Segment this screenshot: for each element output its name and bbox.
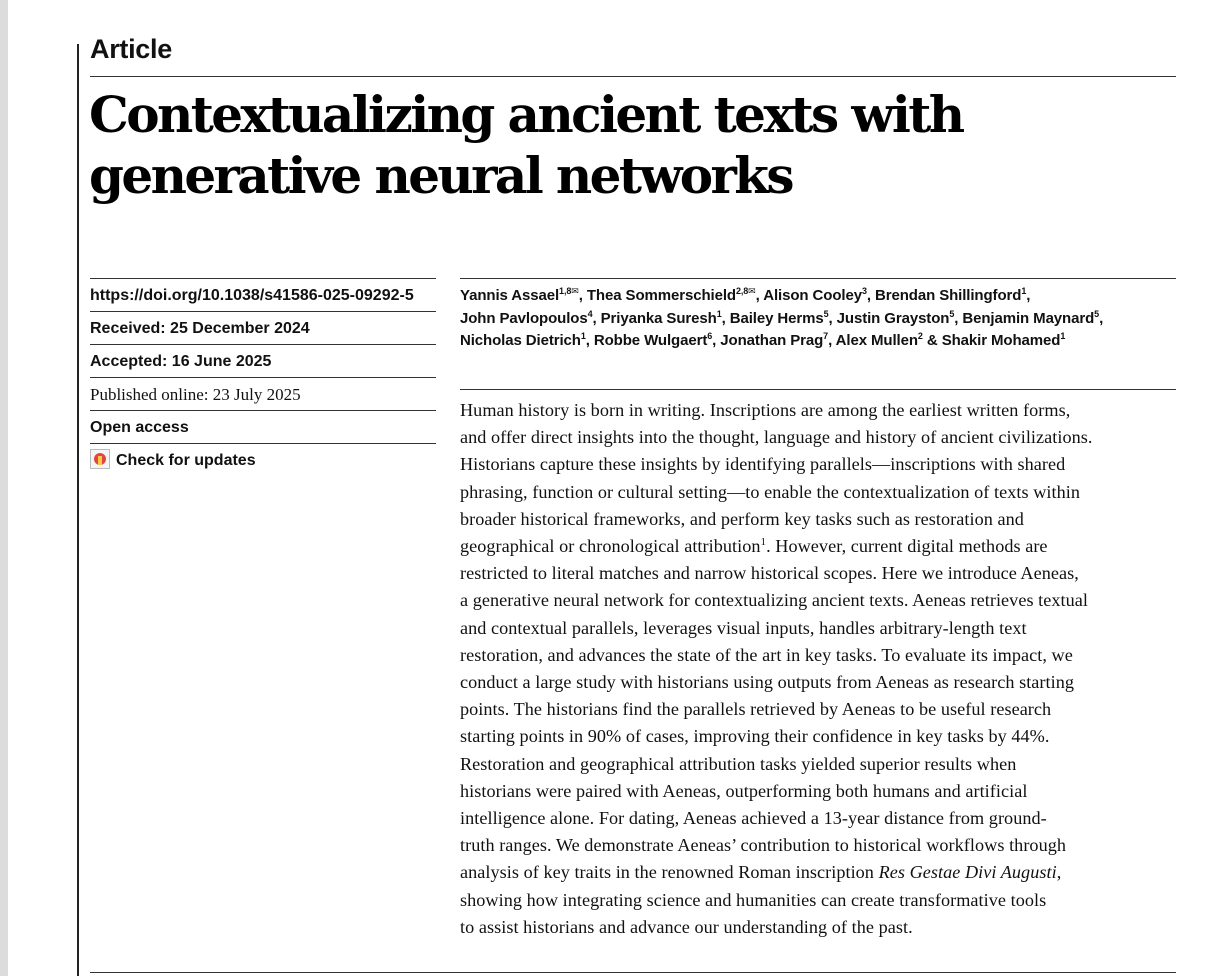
author-entry[interactable] [875, 287, 1026, 304]
author-separator: , [592, 309, 601, 327]
author-affiliation: 7 [823, 331, 829, 341]
author-affiliation: 4 [587, 308, 593, 319]
article-type-label: Article [90, 34, 172, 64]
abstract-line: starting points in 90% of cases, improving their confidence in key tasks by 44%. [460, 726, 1050, 747]
author-affiliation: 2,8 [735, 286, 749, 296]
abstract-line: a generative neural network for contextualizing ancient texts. Aeneas retrieves textual [460, 590, 1089, 611]
author-name: Justin Grayston [836, 309, 950, 327]
author-affiliation: 1,8 [559, 286, 572, 296]
doi-link[interactable]: https://doi.org/10.1038/s41586-025-09292-5 [90, 278, 436, 311]
abstract-line: and offer direct insights into the thought, language and history of ancient civilizations. [460, 427, 1093, 448]
abstract-line: phrasing, function or cultural setting—to enable the contextualization of texts within [460, 481, 1080, 502]
accepted-date: Accepted: 16 June 2025 [90, 344, 436, 377]
author-entry[interactable] [730, 310, 829, 327]
abstract-line [460, 859, 1182, 886]
author-separator: , [828, 332, 836, 349]
abstract-line: points. The historians find the parallels retrieved by Aeneas to be useful research [460, 699, 1052, 720]
author-name: Priyanka Suresh [600, 309, 717, 327]
abstract-line: intelligence alone. For dating, Aeneas achieved a 13-year distance from ground- [460, 808, 1047, 829]
author-affiliation: 6 [707, 331, 713, 341]
author-separator: , [721, 309, 730, 327]
check-for-updates-link[interactable] [90, 443, 436, 476]
published-date: Published online: 23 July 2025 [90, 377, 436, 410]
abstract-line: restoration, and advances the state of the art in key tasks. To evaluate its impact, we [460, 644, 1073, 665]
abstract-line: historians were paired with Aeneas, outperforming both humans and artificial [460, 780, 1028, 801]
author-entry[interactable] [720, 332, 828, 349]
author-name: Jonathan Prag [720, 332, 824, 349]
window-left-gutter [0, 0, 8, 976]
author-separator: , [954, 309, 963, 327]
author-entry[interactable] [836, 332, 923, 349]
author-entry[interactable] [763, 287, 867, 304]
author-affiliation: 1 [1021, 286, 1027, 296]
author-affiliation: 5 [1094, 308, 1100, 319]
title-line-1: Contextualizing ancient texts with [89, 85, 963, 144]
crossmark-update-icon [90, 449, 110, 469]
email-icon[interactable]: ✉ [748, 286, 756, 296]
abstract-text: . However, current digital methods are [766, 536, 1048, 557]
author-affiliation: 1 [580, 331, 586, 341]
author-name: Shakir Mohamed [941, 332, 1061, 349]
author-separator: , [866, 287, 875, 304]
abstract-text: geographical or chronological attribution [460, 536, 761, 557]
author-separator: , [828, 309, 837, 327]
authors-divider [460, 278, 1176, 279]
author-name: John Pavlopoulos [460, 309, 588, 327]
author-separator: , [755, 287, 764, 304]
author-name: Benjamin Maynard [962, 309, 1095, 327]
author-affiliation: 2 [917, 331, 923, 341]
title-line-2: generative neural networks [89, 146, 792, 205]
author-affiliation: 1 [1060, 331, 1066, 341]
author-name: Nicholas Dietrich [460, 332, 581, 349]
author-entry[interactable] [460, 332, 586, 349]
abstract-line: restricted to literal matches and narrow historical scopes. Here we introduce Aeneas, [460, 563, 1079, 584]
author-separator: , [1099, 309, 1104, 327]
author-list [460, 285, 1176, 353]
article-metadata [90, 278, 436, 476]
abstract-line: broader historical frameworks, and perform key tasks such as restoration and [460, 508, 1024, 529]
author-entry[interactable] [962, 310, 1099, 327]
email-icon[interactable]: ✉ [571, 286, 579, 296]
open-access-label: Open access [90, 410, 436, 443]
author-name: Robbe Wulgaert [593, 332, 708, 349]
inscription-title: Res Gestae Divi Augusti [878, 862, 1057, 883]
author-entry[interactable] [601, 310, 722, 327]
author-entry[interactable] [942, 332, 1066, 349]
abstract-divider [460, 389, 1176, 390]
author-affiliation: 5 [823, 308, 829, 319]
author-entry[interactable] [837, 310, 955, 327]
author-separator: , [712, 332, 721, 349]
author-affiliation: 5 [949, 308, 955, 319]
author-name: Yannis Assael [460, 287, 560, 304]
citation-ref[interactable]: 1 [760, 535, 767, 548]
abstract-line: truth ranges. We demonstrate Aeneas’ contribution to historical workflows through [460, 835, 1067, 856]
abstract-line [460, 533, 1182, 560]
page-margin-rule [77, 44, 79, 976]
author-separator: & [922, 332, 942, 349]
abstract-text: , [1056, 862, 1062, 883]
author-entry[interactable] [460, 287, 579, 304]
author-entry[interactable] [594, 332, 712, 349]
abstract-line: conduct a large study with historians using outputs from Aeneas as research starting [460, 672, 1075, 693]
abstract-line: Historians capture these insights by identifying parallels—inscriptions with shared [460, 454, 1066, 475]
author-separator: , [585, 332, 594, 349]
author-entry[interactable] [460, 310, 592, 327]
author-name: Brendan Shillingford [874, 287, 1022, 304]
abstract-line: Restoration and geographical attribution tasks yielded superior results when [460, 753, 1017, 774]
abstract-text: analysis of key traits in the renowned Roman inscription [460, 862, 879, 883]
footer-divider [90, 972, 1176, 973]
abstract [460, 397, 1182, 941]
author-name: Bailey Herms [729, 309, 824, 327]
author-name: Thea Sommerschield [586, 287, 736, 304]
abstract-line: and contextual parallels, leverages visual inputs, handles arbitrary-length text [460, 617, 1027, 638]
author-affiliation: 1 [716, 308, 722, 319]
author-separator: , [578, 287, 587, 304]
author-affiliation: 3 [861, 286, 867, 296]
abstract-line: Human history is born in writing. Inscriptions are among the earliest written forms, [460, 400, 1071, 420]
author-separator: , [1026, 287, 1031, 304]
header-divider [90, 76, 1176, 77]
author-name: Alison Cooley [763, 287, 862, 304]
check-for-updates-label: Check for updates [116, 452, 256, 469]
author-name: Alex Mullen [835, 332, 918, 349]
received-date: Received: 25 December 2024 [90, 311, 436, 344]
abstract-line: showing how integrating science and humanities can create transformative tools [460, 889, 1047, 910]
author-entry[interactable] [587, 287, 756, 304]
article-title [89, 84, 1169, 206]
abstract-line: to assist historians and advance our understanding of the past. [460, 916, 913, 937]
